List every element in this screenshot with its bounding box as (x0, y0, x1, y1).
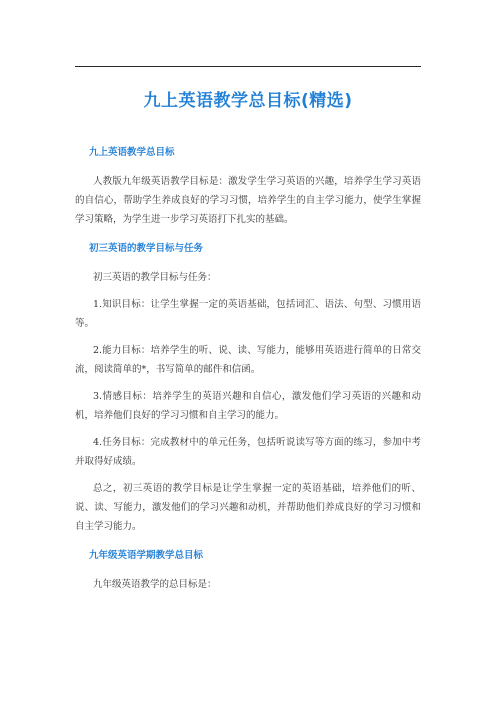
paragraph: 4.任务目标：完成教材中的单元任务，包括听说读写等方面的练习，参加中考并取得好成绩。 (75, 437, 421, 467)
paragraph: 初三英语的教学目标与任务： (93, 272, 217, 283)
header-rule (75, 66, 421, 67)
paragraph: 总之，初三英语的教学目标是让学生掌握一定的英语基础，培养他们的听、说、读、写能力，激发他们的学习兴趣和动机，并帮助他们养成良好的学习习惯和自主学习能力。 (75, 483, 421, 532)
paragraph: 人教版九年级英语教学目标是：激发学生学习英语的兴趣，培养学生学习英语的自信心，帮助学生养成良好的学习习惯，培养学生的自主学习能力，使学生掌握学习策略，为学生进一步学习英语打下扎实的基础。 (75, 176, 421, 225)
document-body (75, 146, 421, 602)
section-heading: 九年级英语学期教学总目标 (89, 550, 204, 561)
paragraph: 2.能力目标：培养学生的听、说、读、写能力，能够用英语进行简单的日常交流，阅读简单的*，书写简单的邮件和信函。 (75, 345, 421, 375)
section-heading: 初三英语的教学目标与任务 (89, 243, 204, 254)
paragraph: 1.知识目标：让学生掌握一定的英语基础，包括词汇、语法、句型、习惯用语等。 (75, 299, 421, 329)
paragraph: 九年级英语教学的总目标是： (93, 579, 217, 590)
section-heading: 九上英语教学总目标 (89, 147, 175, 158)
paragraph: 3.情感目标：培养学生的英语兴趣和自信心，激发他们学习英语的兴趣和动机，培养他们良好的学习习惯和自主学习的能力。 (75, 391, 421, 421)
document-title: 九上英语教学总目标(精选) (143, 91, 353, 111)
